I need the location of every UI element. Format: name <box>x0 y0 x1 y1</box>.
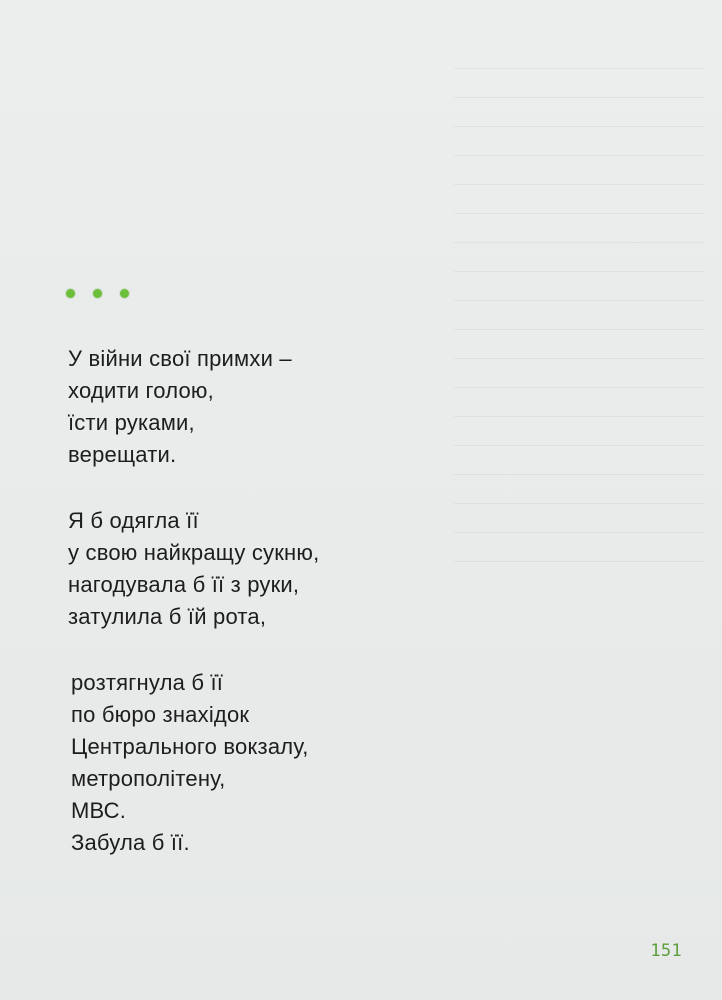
poem-line: затулила б їй рота, <box>68 604 267 629</box>
poem-line: ходити голою, <box>68 378 214 403</box>
poem-line: у свою найкращу сукню, <box>68 540 320 565</box>
stanza-3 <box>68 667 458 859</box>
stanza-2 <box>68 505 458 633</box>
poem-line: МВС. <box>71 798 127 823</box>
poem-line: Я б одягла її <box>68 508 199 533</box>
three-green-dots-icon <box>66 289 136 299</box>
green-dot-icon <box>120 289 129 298</box>
show-through-shadow <box>454 40 704 800</box>
poem-line: нагодувала б її з руки, <box>68 572 300 597</box>
page-number: 151 <box>650 941 682 961</box>
green-dot-icon <box>66 289 75 298</box>
poem <box>68 343 458 859</box>
poem-line: метрополітену, <box>71 766 226 791</box>
poem-line: У війни свої примхи – <box>68 346 292 371</box>
poem-line: верещати. <box>68 442 177 467</box>
poem-line: по бюро знахідок <box>71 702 250 727</box>
stanza-1 <box>68 343 458 471</box>
poem-line: Забула б її. <box>71 830 190 855</box>
poem-line: їсти руками, <box>68 410 195 435</box>
green-dot-icon <box>93 289 102 298</box>
poem-line: розтягнула б її <box>71 670 224 695</box>
poem-line: Центрального вокзалу, <box>71 734 309 759</box>
